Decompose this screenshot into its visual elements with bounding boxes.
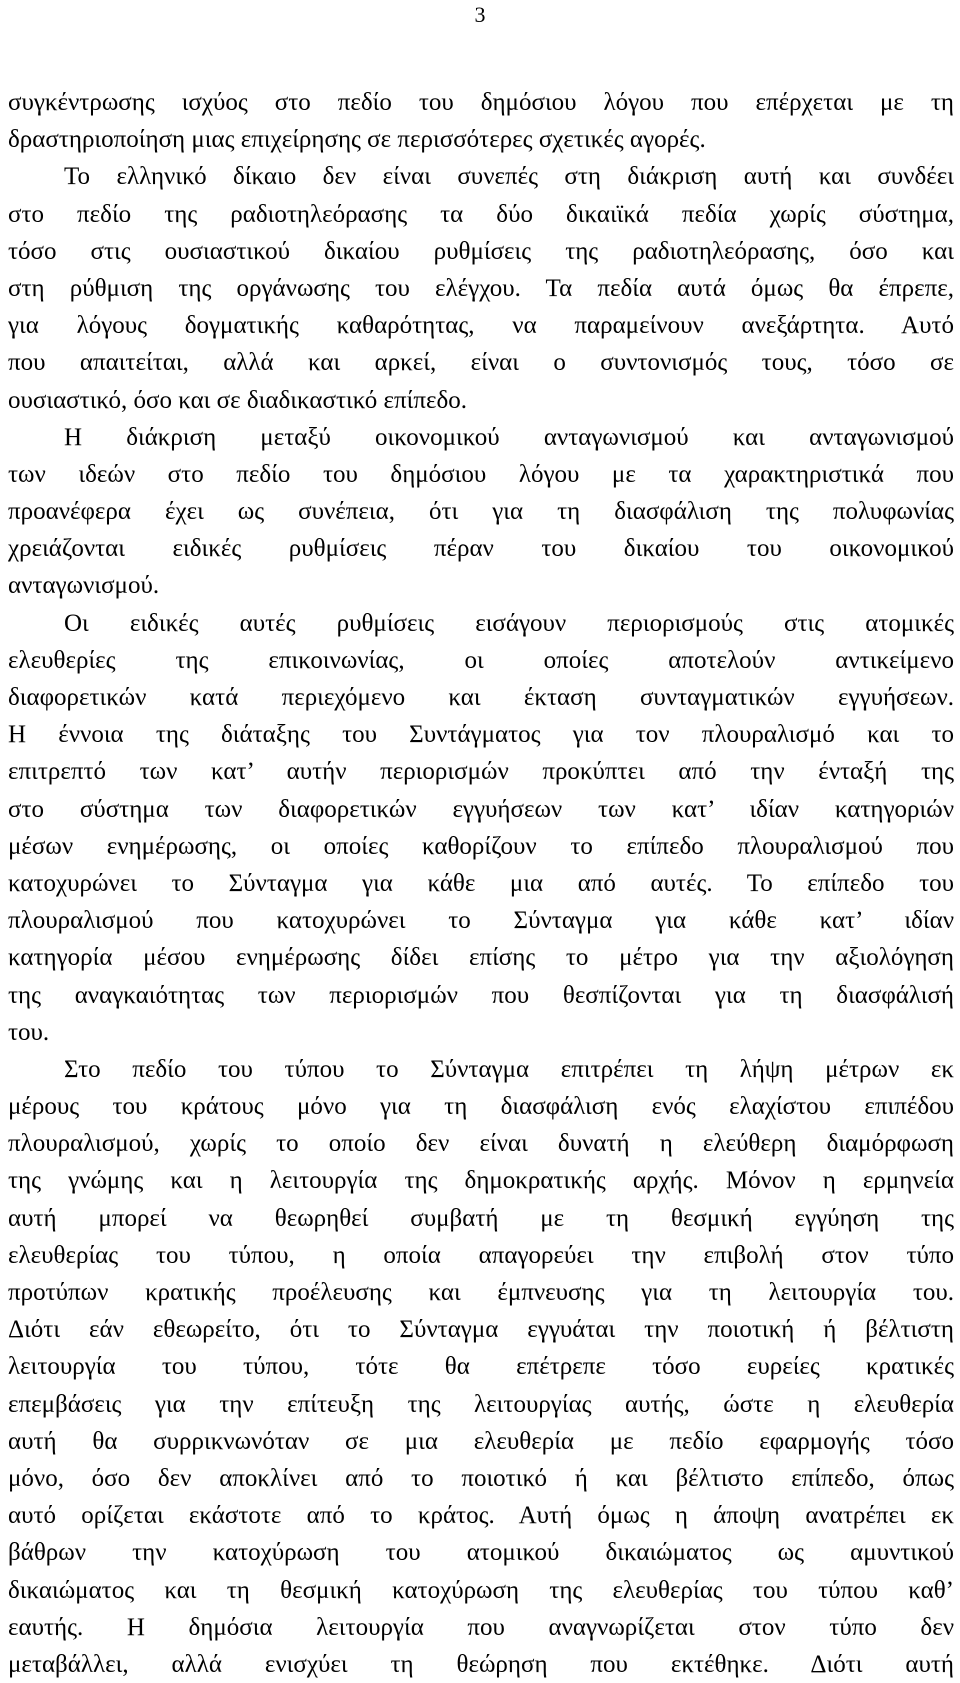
text-line: εαυτής. Η δημόσια λειτουργία που αναγνωρίζεται στον τύπο δεν — [8, 1613, 954, 1641]
text-line: της αναγκαιότητας των περιορισμών που θεσπίζονται για τη διασφάλισή — [8, 981, 954, 1009]
text-line: μέσων ενημέρωσης, οι οποίες καθορίζουν το επίπεδο πλουραλισμού που — [8, 832, 954, 860]
body-text — [8, 84, 954, 1683]
text-line: Το ελληνικό δίκαιο δεν είναι συνεπές στη διάκριση αυτή και συνδέει — [64, 163, 954, 191]
text-line: Η έννοια της διάταξης του Συντάγματος για τον πλουραλισμό και το — [8, 721, 954, 749]
text-line: ελευθερίες της επικοινωνίας, οι οποίες αποτελούν αντικείμενο — [8, 646, 954, 674]
text-line: επιτρεπτό των κατ’ αυτήν περιορισμών προκύπτει από την ένταξή της — [8, 758, 954, 786]
text-line: μέρους του κράτους μόνο για τη διασφάλιση ενός ελαχίστου επιπέδου — [8, 1093, 954, 1121]
text-line: χρειάζονται ειδικές ρυθμίσεις πέραν του δικαίου του οικονομικού — [8, 535, 954, 563]
text-line: Οι ειδικές αυτές ρυθμίσεις εισάγουν περιορισμούς στις ατομικές — [64, 609, 954, 637]
text-line: μόνο, όσο δεν αποκλίνει από το ποιοτικό ή και βέλτιστο επίπεδο, όπως — [8, 1464, 954, 1492]
text-line: πλουραλισμού, χωρίς το οποίο δεν είναι δυνατή η ελεύθερη διαμόρφωση — [8, 1130, 954, 1158]
text-line: πλουραλισμού που κατοχυρώνει το Σύνταγμα για κάθε κατ’ ιδίαν — [8, 907, 954, 935]
text-line: στη ρύθμιση της οργάνωσης του ελέγχου. Τα πεδία αυτά όμως θα έπρεπε, — [8, 274, 954, 302]
text-line: μεταβάλλει, αλλά ενισχύει τη θεώρηση που εκτέθηκε. Διότι αυτή — [8, 1650, 954, 1678]
text-line: Διότι εάν εθεωρείτο, ότι το Σύνταγμα εγγυάται την ποιοτική ή βέλτιστη — [8, 1316, 954, 1344]
text-line: του. — [8, 1018, 50, 1046]
text-line: συγκέντρωσης ισχύος στο πεδίο του δημόσιου λόγου που επέρχεται με τη — [8, 89, 954, 116]
text-line: ουσιαστικό, όσο και σε διαδικαστικό επίπεδο. — [8, 386, 468, 414]
text-line: ελευθερίας του τύπου, η οποία απαγορεύει την επιβολή στον τύπο — [8, 1241, 954, 1269]
text-line: στο πεδίο της ραδιοτηλεόρασης τα δύο δικαιϊκά πεδία χωρίς σύστημα, — [8, 200, 954, 228]
text-line: δικαιώματος και τη θεσμική κατοχύρωση της ελευθερίας του τύπου καθ’ — [8, 1576, 954, 1604]
text-line: κατοχυρώνει το Σύνταγμα για κάθε μια από αυτές. Το επίπεδο του — [8, 869, 954, 897]
text-line: λειτουργία του τύπου, τότε θα επέτρεπε τόσο ευρείες κρατικές — [8, 1353, 954, 1381]
text-line: ανταγωνισμού. — [8, 572, 160, 600]
text-line: Στο πεδίο του τύπου το Σύνταγμα επιτρέπει τη λήψη μέτρων εκ — [64, 1055, 954, 1083]
text-line: αυτή μπορεί να θεωρηθεί συμβατή με τη θεσμική εγγύηση της — [8, 1204, 954, 1232]
text-line: αυτό ορίζεται εκάστοτε από το κράτος. Αυτή όμως η άποψη ανατρέπει εκ — [8, 1502, 954, 1530]
text-line: για λόγους δογματικής καθαρότητας, να παραμείνουν ανεξάρτητα. Αυτό — [8, 312, 954, 340]
text-line: κατηγορία μέσου ενημέρωσης δίδει επίσης το μέτρο για την αξιολόγηση — [8, 944, 954, 972]
text-line: τόσο στις ουσιαστικού δικαίου ρυθμίσεις της ραδιοτηλεόρασης, όσο και — [8, 237, 954, 265]
text-line: στο σύστημα των διαφορετικών εγγυήσεων των κατ’ ιδίαν κατηγοριών — [8, 795, 954, 823]
text-line: Η διάκριση μεταξύ οικονομικού ανταγωνισμού και ανταγωνισμού — [64, 423, 954, 451]
text-line: επεμβάσεις για την επίτευξη της λειτουργίας αυτής, ώστε η ελευθερία — [8, 1390, 954, 1418]
text-line: διαφορετικών κατά περιεχόμενο και έκταση συνταγματικών εγγυήσεων. — [8, 684, 954, 711]
text-line: που απαιτείται, αλλά και αρκεί, είναι ο συντονισμός τους, τόσο σε — [8, 349, 954, 377]
text-line: αυτή θα συρρικνωνόταν σε μια ελευθερία με πεδίο εφαρμογής τόσο — [8, 1427, 954, 1455]
text-line: δραστηριοποίηση μιας επιχείρησης σε περισσότερες σχετικές αγορές. — [8, 126, 706, 154]
text-line: προτύπων κρατικής προέλευσης και έμπνευσης για τη λειτουργία του. — [8, 1279, 954, 1306]
text-line: της γνώμης και η λειτουργία της δημοκρατικής αρχής. Μόνον η ερμηνεία — [8, 1167, 954, 1195]
text-line: βάθρων την κατοχύρωση του ατομικού δικαιώματος ως αμυντικού — [8, 1539, 954, 1567]
page-number: 3 — [474, 2, 486, 27]
text-line: προανέφερα έχει ως συνέπεια, ότι για τη διασφάλιση της πολυφωνίας — [8, 498, 954, 526]
text-line: των ιδεών στο πεδίο του δημόσιου λόγου με τα χαρακτηριστικά που — [8, 460, 954, 488]
